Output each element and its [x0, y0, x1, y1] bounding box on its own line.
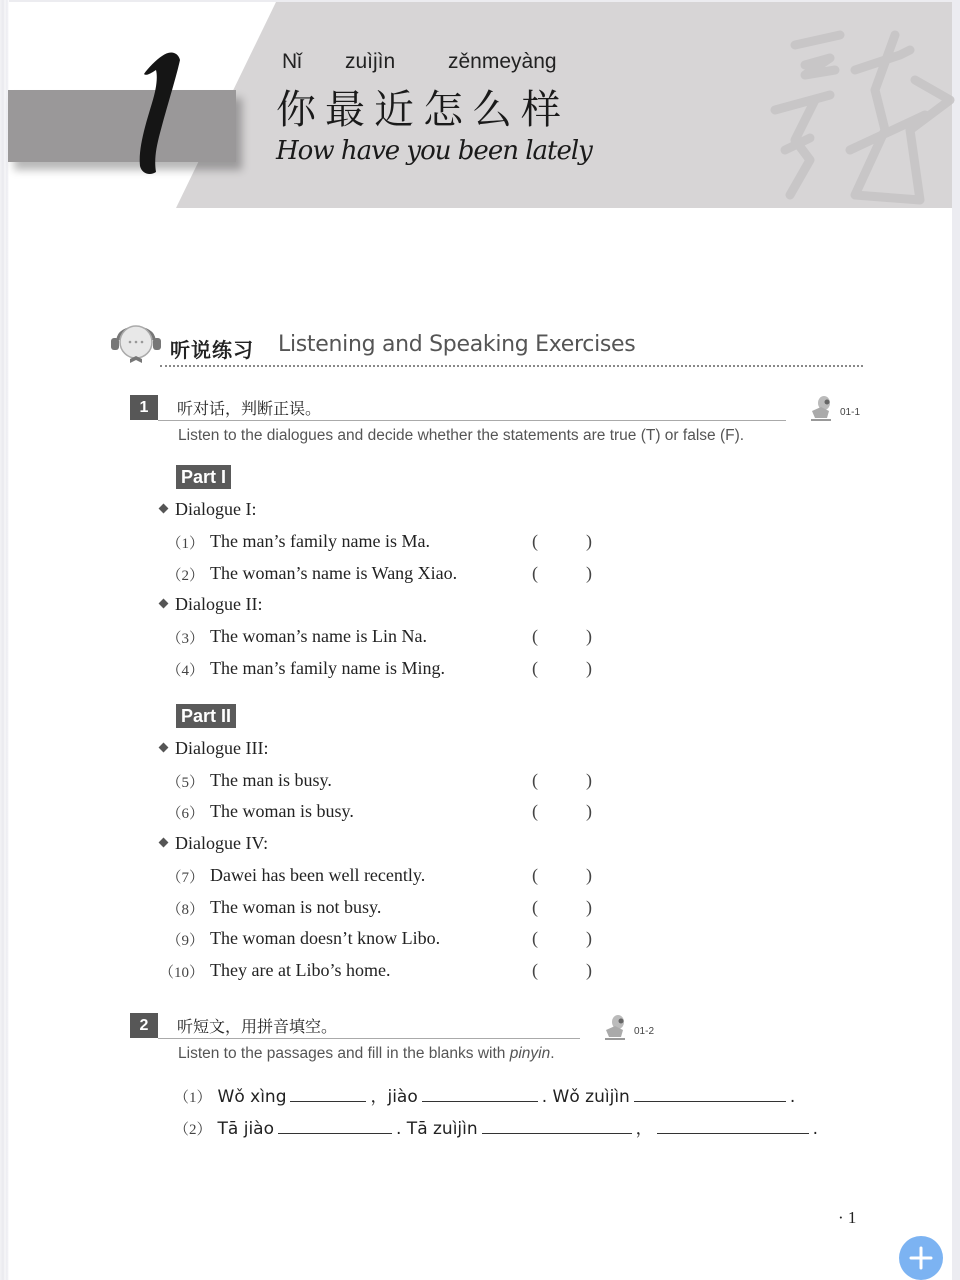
item-statement: The man’s family name is Ma.: [210, 531, 430, 551]
answer-paren-open[interactable]: (: [532, 865, 538, 885]
chapter-title-en: How have you been lately: [276, 136, 592, 166]
fill-blank[interactable]: [422, 1084, 538, 1102]
answer-paren-open[interactable]: (: [532, 801, 538, 821]
answer-paren-close[interactable]: ): [586, 563, 592, 583]
exercise-number-badge: 1: [130, 395, 158, 420]
section-heading: [108, 316, 863, 372]
tf-item-1: [160, 531, 610, 555]
fill-text: . Wǒ zuìjìn: [541, 1087, 630, 1107]
answer-paren-open[interactable]: (: [532, 960, 538, 980]
answer-paren-close[interactable]: ): [586, 928, 592, 948]
instruction-text: Listen to the passages and fill in the blanks with: [178, 1045, 510, 1062]
item-number: （10）: [158, 965, 204, 981]
add-floating-button[interactable]: [899, 1236, 943, 1280]
item-number: （2）: [166, 568, 204, 584]
item-number: （2）: [174, 1122, 212, 1138]
exercise-title-cn: 听短文，用拼音填空。: [177, 1017, 338, 1036]
exercise-underline: [158, 420, 786, 421]
tf-item-4: [160, 658, 610, 682]
dialogue-heading: [160, 499, 256, 520]
tf-item-7: [160, 865, 610, 889]
tf-item-6: [160, 801, 610, 825]
dialogue-label: Dialogue IV:: [175, 833, 269, 853]
fill-text: Wǒ xìng: [217, 1087, 287, 1107]
item-statement: The woman’s name is Wang Xiao.: [210, 563, 458, 583]
headphones-mascot-icon: [108, 316, 164, 366]
diamond-bullet-icon: [159, 504, 169, 514]
fill-blank[interactable]: [278, 1116, 392, 1134]
exercise-title-cn: 听对话，判断正误。: [177, 399, 322, 418]
answer-paren-close[interactable]: ): [586, 770, 592, 790]
tf-item-8: [160, 897, 610, 921]
item-statement: They are at Libo’s home.: [210, 960, 391, 980]
exercise-underline: [158, 1038, 580, 1039]
tf-item-10: [160, 960, 610, 984]
answer-paren-close[interactable]: ): [586, 626, 592, 646]
item-statement: The man is busy.: [210, 770, 332, 790]
diamond-bullet-icon: [159, 599, 169, 609]
answer-paren-open[interactable]: (: [532, 626, 538, 646]
item-statement: The woman is not busy.: [210, 897, 382, 917]
fill-text: .: [789, 1087, 796, 1107]
fill-text: .: [812, 1119, 819, 1139]
fill-blank[interactable]: [657, 1116, 809, 1134]
tf-item-5: [160, 770, 610, 794]
section-title-en: Listening and Speaking Exercises: [278, 332, 636, 357]
diamond-bullet-icon: [159, 743, 169, 753]
item-number: （1）: [174, 1090, 212, 1106]
answer-paren-open[interactable]: (: [532, 770, 538, 790]
answer-paren-close[interactable]: ): [586, 897, 592, 917]
fill-text: . Tā zuìjìn: [396, 1119, 478, 1139]
plus-icon: [909, 1246, 933, 1270]
fill-text: ，jiào: [370, 1087, 418, 1107]
answer-paren-open[interactable]: (: [532, 928, 538, 948]
dialogue-label: Dialogue II:: [175, 594, 263, 614]
item-number: （3）: [166, 631, 204, 647]
tf-item-2: [160, 563, 610, 587]
instruction-italic: pinyin: [509, 1045, 551, 1062]
dialogue-heading: [160, 594, 262, 615]
audio-code-label: 01-1: [840, 407, 861, 418]
item-statement: The man’s family name is Ming.: [210, 658, 445, 678]
part-label-2: Part II: [176, 704, 236, 728]
item-number: （8）: [166, 902, 204, 918]
title-pinyin-2: zuìjìn: [345, 50, 396, 73]
answer-paren-open[interactable]: (: [532, 897, 538, 917]
speaker-mascot-icon: [601, 1012, 631, 1042]
item-number: （9）: [166, 933, 204, 949]
fill-blank[interactable]: [634, 1084, 786, 1102]
fill-text: Tā jiào: [217, 1119, 274, 1139]
dialogue-label: Dialogue I:: [175, 499, 257, 519]
item-number: （4）: [166, 663, 204, 679]
dialogue-heading: [160, 738, 268, 759]
part-label-1: Part I: [176, 465, 231, 489]
chapter-number-glyph: [120, 48, 190, 178]
audio-code-label: 01-2: [634, 1026, 655, 1037]
title-pinyin-3: zěnmeyàng: [448, 50, 557, 73]
fill-line-2: [160, 1114, 818, 1140]
instruction-period: .: [550, 1045, 555, 1062]
item-statement: The woman doesn’t know Libo.: [210, 928, 441, 948]
answer-paren-open[interactable]: (: [532, 531, 538, 551]
speaker-mascot-icon: [807, 393, 837, 423]
item-statement: Dawei has been well recently.: [210, 865, 426, 885]
exercise-instruction-en: Listen to the dialogues and decide whether the statements are true (T) or false (F).: [178, 427, 745, 444]
item-statement: The woman is busy.: [210, 801, 354, 821]
answer-paren-close[interactable]: ): [586, 531, 592, 551]
answer-paren-close[interactable]: ): [586, 801, 592, 821]
answer-paren-close[interactable]: ): [586, 960, 592, 980]
chapter-title-cn: 你最近怎么样: [276, 87, 570, 133]
tf-item-3: [160, 626, 610, 650]
calligraphy-watermark-icon: [735, 20, 960, 205]
chapter-banner: [0, 0, 952, 210]
exercise-number-badge: 2: [130, 1013, 158, 1038]
dialogue-label: Dialogue III:: [175, 738, 269, 758]
answer-paren-close[interactable]: ): [586, 658, 592, 678]
section-divider: [160, 365, 863, 367]
fill-text: ，: [635, 1119, 653, 1139]
dialogue-heading: [160, 833, 268, 854]
exercise-instruction-en: [178, 1045, 555, 1063]
item-number: （6）: [166, 806, 204, 822]
item-number: （5）: [166, 775, 204, 791]
answer-paren-open[interactable]: (: [532, 563, 538, 583]
item-number: （1）: [166, 536, 204, 552]
diamond-bullet-icon: [159, 838, 169, 848]
tf-item-9: [160, 928, 610, 952]
fill-line-1: [160, 1082, 795, 1108]
fill-blank[interactable]: [482, 1116, 632, 1134]
section-title-cn: 听说练习: [170, 338, 254, 362]
fill-blank[interactable]: [290, 1084, 366, 1102]
item-statement: The woman’s name is Lin Na.: [210, 626, 427, 646]
audio-track-01-2[interactable]: [601, 1012, 671, 1044]
answer-paren-close[interactable]: ): [586, 865, 592, 885]
item-number: （7）: [166, 870, 204, 886]
audio-track-01-1[interactable]: [807, 393, 877, 425]
title-pinyin-1: Nǐ: [282, 50, 302, 73]
answer-paren-open[interactable]: (: [532, 658, 538, 678]
page-number: · 1: [838, 1208, 857, 1227]
